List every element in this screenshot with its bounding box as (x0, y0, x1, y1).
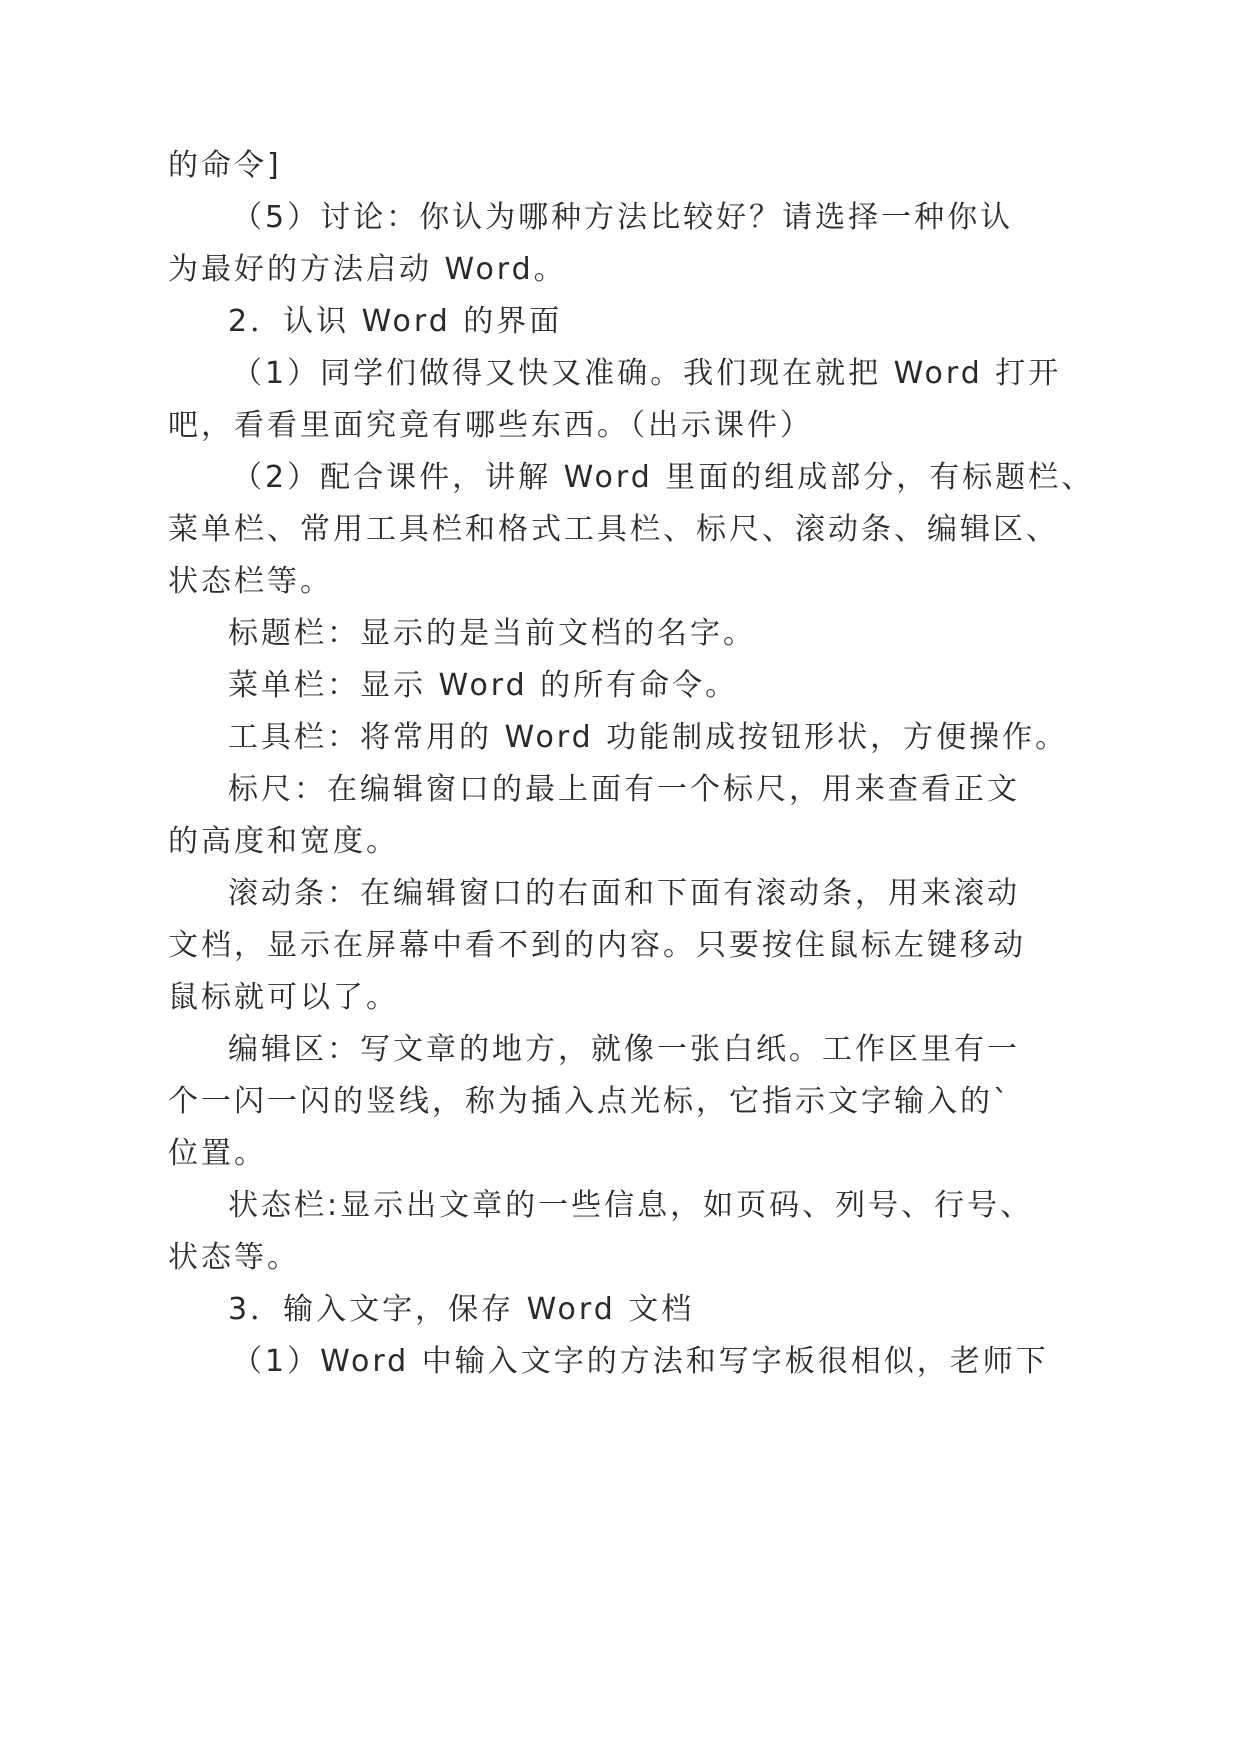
text-line: 工具栏：将常用的 Word 功能制成按钮形状，方便操作。 (228, 720, 1069, 755)
text-line: 位置。 (168, 1136, 267, 1171)
text-line: 状态栏等。 (168, 564, 333, 599)
text-line: 状态栏:显示出文章的一些信息，如页码、列号、行号、 (228, 1188, 1034, 1223)
text-line: 菜单栏：显示 Word 的所有命令。 (228, 668, 739, 703)
text-line: （1）Word 中输入文字的方法和写字板很相似，老师下 (232, 1344, 1049, 1379)
text-line: 为最好的方法启动 Word。 (168, 252, 567, 287)
text-line: 文档，显示在屏幕中看不到的内容。只要按住鼠标左键移动 (168, 928, 1026, 963)
text-line: 3．输入文字，保存 Word 文档 (228, 1292, 695, 1327)
text-line: 鼠标就可以了。 (168, 980, 399, 1015)
text-line: 状态等。 (168, 1240, 300, 1275)
text-line: 滚动条：在编辑窗口的右面和下面有滚动条，用来滚动 (228, 876, 1020, 911)
text-line: 的高度和宽度。 (168, 824, 399, 859)
text-line: （5）讨论：你认为哪种方法比较好？请选择一种你认 (232, 200, 1014, 235)
text-line: 菜单栏、常用工具栏和格式工具栏、标尺、滚动条、编辑区、 (168, 512, 1059, 547)
text-line: 标题栏：显示的是当前文档的名字。 (228, 616, 756, 651)
text-line: 的命令] (168, 148, 282, 183)
text-line: 2．认识 Word 的界面 (228, 304, 563, 339)
text-line: （2）配合课件，讲解 Word 里面的组成部分，有标题栏、 (232, 460, 1095, 495)
text-line: 吧，看看里面究竟有哪些东西。（出示课件） (168, 408, 813, 443)
text-line: （1）同学们做得又快又准确。我们现在就把 Word 打开 (232, 356, 1062, 391)
text-line: 个一闪一闪的竖线，称为插入点光标，它指示文字输入的` (168, 1084, 1011, 1119)
text-line: 编辑区：写文章的地方，就像一张白纸。工作区里有一 (228, 1032, 1020, 1067)
text-line: 标尺：在编辑窗口的最上面有一个标尺，用来查看正文 (228, 772, 1020, 807)
